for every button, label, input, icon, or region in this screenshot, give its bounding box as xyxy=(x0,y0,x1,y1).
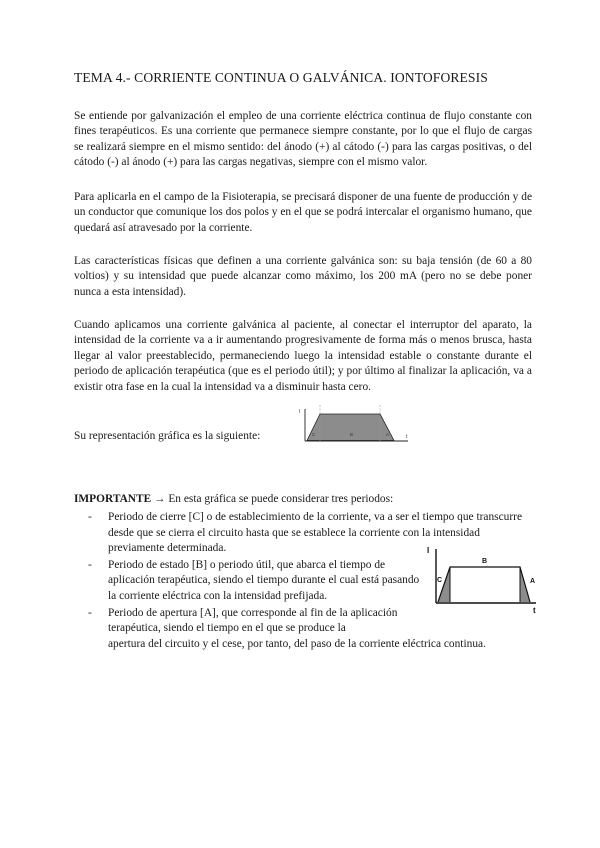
paragraph-phases: Cuando aplicamos una corriente galvánica al paciente, al conectar el interruptor del aparato, la intensidad de la corriente va a ir aumentando progresivamente de forma más o menos brusca, hasta llegar al valor preestablecido, permaneciendo luego la intensidad estable o constante durante el periodo de aplicación terapéutica (que es el periodo útil); y por último al finalizar la aplicación, va a existir otra fase en la cual la intensidad va a disminuir hasta cero. xyxy=(74,319,532,393)
list-dash: - xyxy=(88,558,92,571)
graph-small-label-c: C xyxy=(312,432,316,437)
graph-large-y-label: I xyxy=(427,546,430,555)
period-opening-text: Periodo de apertura [A], que corresponde al fin de la aplicación terapéutica, siendo el tiempo en el que se produce la xyxy=(108,606,398,635)
graph-large-label-c: C xyxy=(437,577,443,584)
graph-small-x-label: t xyxy=(406,434,408,440)
paragraph-definition: Se entiende por galvanización el empleo de una corriente eléctrica continua de flujo constante con fines terapéuticos. Es una corriente que permanece siempre constante, por lo que el flujo de cargas se realizará siempre en el mismo sentido: del ánodo (+) al cátodo (-) para las cargas positivas, o del cátodo (-) al ánodo (+) para las cargas negativas, siempre con el mismo valor. xyxy=(74,110,532,169)
important-text: En esta gráfica se puede considerar tres periodos: xyxy=(168,493,394,505)
list-dash: - xyxy=(88,511,92,523)
period-closing-text: Periodo de cierre [C] o de establecimiento de la corriente, va a ser el tiempo que transcurre desde que se cierra el circuito hasta que se establece la corriente con la intensidad previamente determinada. xyxy=(108,511,522,555)
graph-large-label-a: A xyxy=(530,578,536,585)
graph-small-label-a: A xyxy=(386,432,390,437)
graph-small-label-b: B xyxy=(350,432,354,437)
current-graph-large xyxy=(424,545,544,615)
paragraph-characteristics: Las características físicas que definen a una corriente galvánica son: su baja tensión (de 60 a 80 voltios) y su intensidad que puede alcanzar como máximo, los 200 mA (pero no se debe poner nunca a esta intensidad). xyxy=(74,255,532,298)
graph-small-y-label: I xyxy=(299,409,301,415)
paragraph-application: Para aplicarla en el campo de la Fisioterapia, se precisará disponer de una fuente de producción y de un conductor que comunique los dos polos y en el que se podrá intercalar el organismo humano, que quedará así atravesado por la corriente. xyxy=(74,191,532,234)
page-title: TEMA 4.- CORRIENTE CONTINUA O GALVÁNICA. IONTOFORESIS xyxy=(74,70,488,85)
current-graph-small xyxy=(290,405,410,445)
representation-caption: Su representación gráfica es la siguiente: xyxy=(74,430,261,442)
graph-large-outline xyxy=(438,567,530,602)
graph-large-x-label: t xyxy=(533,606,536,615)
graph-large-label-b: B xyxy=(482,558,488,565)
important-label: IMPORTANTE xyxy=(74,493,152,505)
period-opening-tail: apertura del circuito y el cese, por tanto, del paso de la corriente eléctrica continua. xyxy=(108,637,486,650)
list-dash: - xyxy=(88,606,92,619)
important-line xyxy=(74,493,393,505)
arrow-glyph: → xyxy=(154,493,166,505)
period-state-text: Periodo de estado [B] o periodo útil, que abarca el tiempo de aplicación terapéutica, siendo el tiempo durante el cual está pasando la corriente eléctrica con la intensidad prefijada. xyxy=(108,558,420,602)
